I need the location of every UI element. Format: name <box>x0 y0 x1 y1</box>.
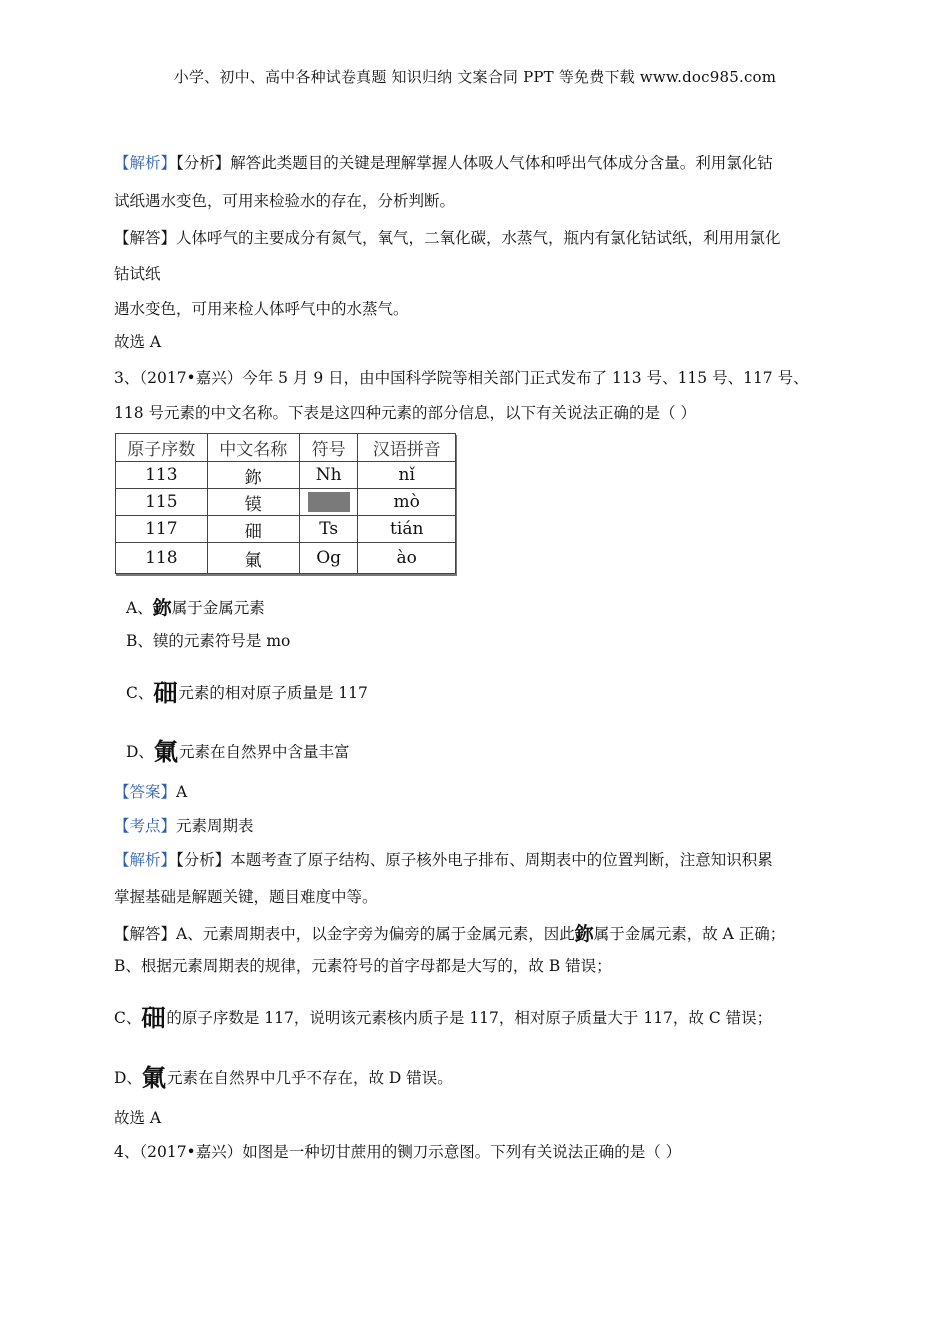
cell-symbol: Nh <box>299 462 358 489</box>
q3-solution-a: 【解答】A、元素周期表中，以金字旁为偏旁的属于金属元素，因此鉨属于金属元素，故 A 正确； <box>114 923 786 945</box>
element-glyph: 鿬 <box>141 1003 166 1032</box>
q3-stem-line2: 118 号元素的中文名称。下表是这四种元素的部分信息，以下有关说法正确的是（ ） <box>114 404 696 422</box>
q3-solution-b: B、根据元素周期表的规律，元素符号的首字母都是大写的，故 B 错误； <box>114 957 612 975</box>
kaodian-line: 【考点】元素周期表 <box>114 817 254 835</box>
kaodian-tag: 【考点】 <box>114 817 177 835</box>
table-row <box>116 516 456 543</box>
hidden-symbol-box <box>308 492 350 512</box>
table-row <box>116 489 456 516</box>
cell-symbol-hidden <box>299 489 358 516</box>
answer-tag: 【答案】 <box>114 783 177 801</box>
page-header: 小学、初中、高中各种试卷真题 知识归纳 文案合同 PPT 等免费下载 www.doc985.com <box>173 68 777 86</box>
cell-name: 鿬 <box>207 516 299 543</box>
table-row <box>116 543 456 574</box>
cell-number: 115 <box>116 489 208 516</box>
header-number: 原子序数 <box>116 434 208 462</box>
element-glyph: 氭 <box>153 737 178 766</box>
cell-name: 镆 <box>207 489 299 516</box>
element-info-table <box>115 433 456 574</box>
element-glyph: 鉨 <box>574 923 594 945</box>
table-header-row <box>116 434 456 462</box>
option-a: A、鉨属于金属元素 <box>126 597 265 619</box>
cell-pinyin: mò <box>358 489 456 516</box>
header-symbol: 符号 <box>299 434 358 462</box>
q3-analysis-line2: 掌握基础是解题关键，题目难度中等。 <box>114 888 378 906</box>
cell-pinyin: ào <box>358 543 456 574</box>
q3-solution-d: D、氭元素在自然界中几乎不存在，故 D 错误。 <box>114 1063 453 1092</box>
element-glyph: 鿬 <box>153 678 178 707</box>
element-glyph: 氭 <box>141 1063 166 1092</box>
cell-symbol: Ts <box>299 516 358 543</box>
analysis-tag: 【解析】 <box>114 851 177 869</box>
cell-number: 118 <box>116 543 208 574</box>
cell-name: 鉨 <box>207 462 299 489</box>
q3-solution-c: C、鿬的原子序数是 117，说明该元素核内质子是 117，相对原子质量大于 117，故 C 错误； <box>114 1003 773 1032</box>
cell-number: 113 <box>116 462 208 489</box>
q2-choice: 故选 A <box>114 333 162 351</box>
element-glyph: 鉨 <box>152 597 172 619</box>
q3-stem-line1: 3、（2017•嘉兴）今年 5 月 9 日，由中国科学院等相关部门正式发布了 113 号、115 号、117 号、 <box>114 369 809 387</box>
header-name: 中文名称 <box>207 434 299 462</box>
table-row <box>116 462 456 489</box>
answer-line: 【答案】A <box>114 783 188 801</box>
cell-pinyin: nǐ <box>358 462 456 489</box>
analysis-tag: 【解析】 <box>114 154 177 172</box>
cell-symbol: Og <box>299 543 358 574</box>
option-d: D、氭元素在自然界中含量丰富 <box>126 737 350 766</box>
q2-analysis-line2: 试纸遇水变色，可用来检验水的存在，分析判断。 <box>114 192 456 210</box>
q3-analysis-line1: 【解析】【分析】本题考查了原子结构、原子核外电子排布、周期表中的位置判断，注意知识积累 <box>114 851 773 869</box>
q2-solution-line3: 遇水变色，可用来检人体呼气中的水蒸气。 <box>114 300 409 318</box>
q2-solution-line2: 钴试纸 <box>114 265 161 283</box>
option-c: C、鿬元素的相对原子质量是 117 <box>126 678 368 707</box>
header-pinyin: 汉语拼音 <box>358 434 456 462</box>
cell-name: 氭 <box>207 543 299 574</box>
q2-analysis-line1: 【解析】【分析】解答此类题目的关键是理解掌握人体吸人气体和呼出气体成分含量。利用氯化钴 <box>114 154 773 172</box>
cell-pinyin: tián <box>358 516 456 543</box>
cell-number: 117 <box>116 516 208 543</box>
q4-stem: 4、（2017•嘉兴）如图是一种切甘蔗用的铡刀示意图。下列有关说法正确的是（ ） <box>114 1143 682 1161</box>
q2-solution-line1: 【解答】人体呼气的主要成分有氮气，氧气，二氧化碳，水蒸气，瓶内有氯化钴试纸，利用用氯化 <box>114 229 781 247</box>
option-b: B、镆的元素符号是 mo <box>126 632 291 650</box>
q3-choice: 故选 A <box>114 1109 162 1127</box>
